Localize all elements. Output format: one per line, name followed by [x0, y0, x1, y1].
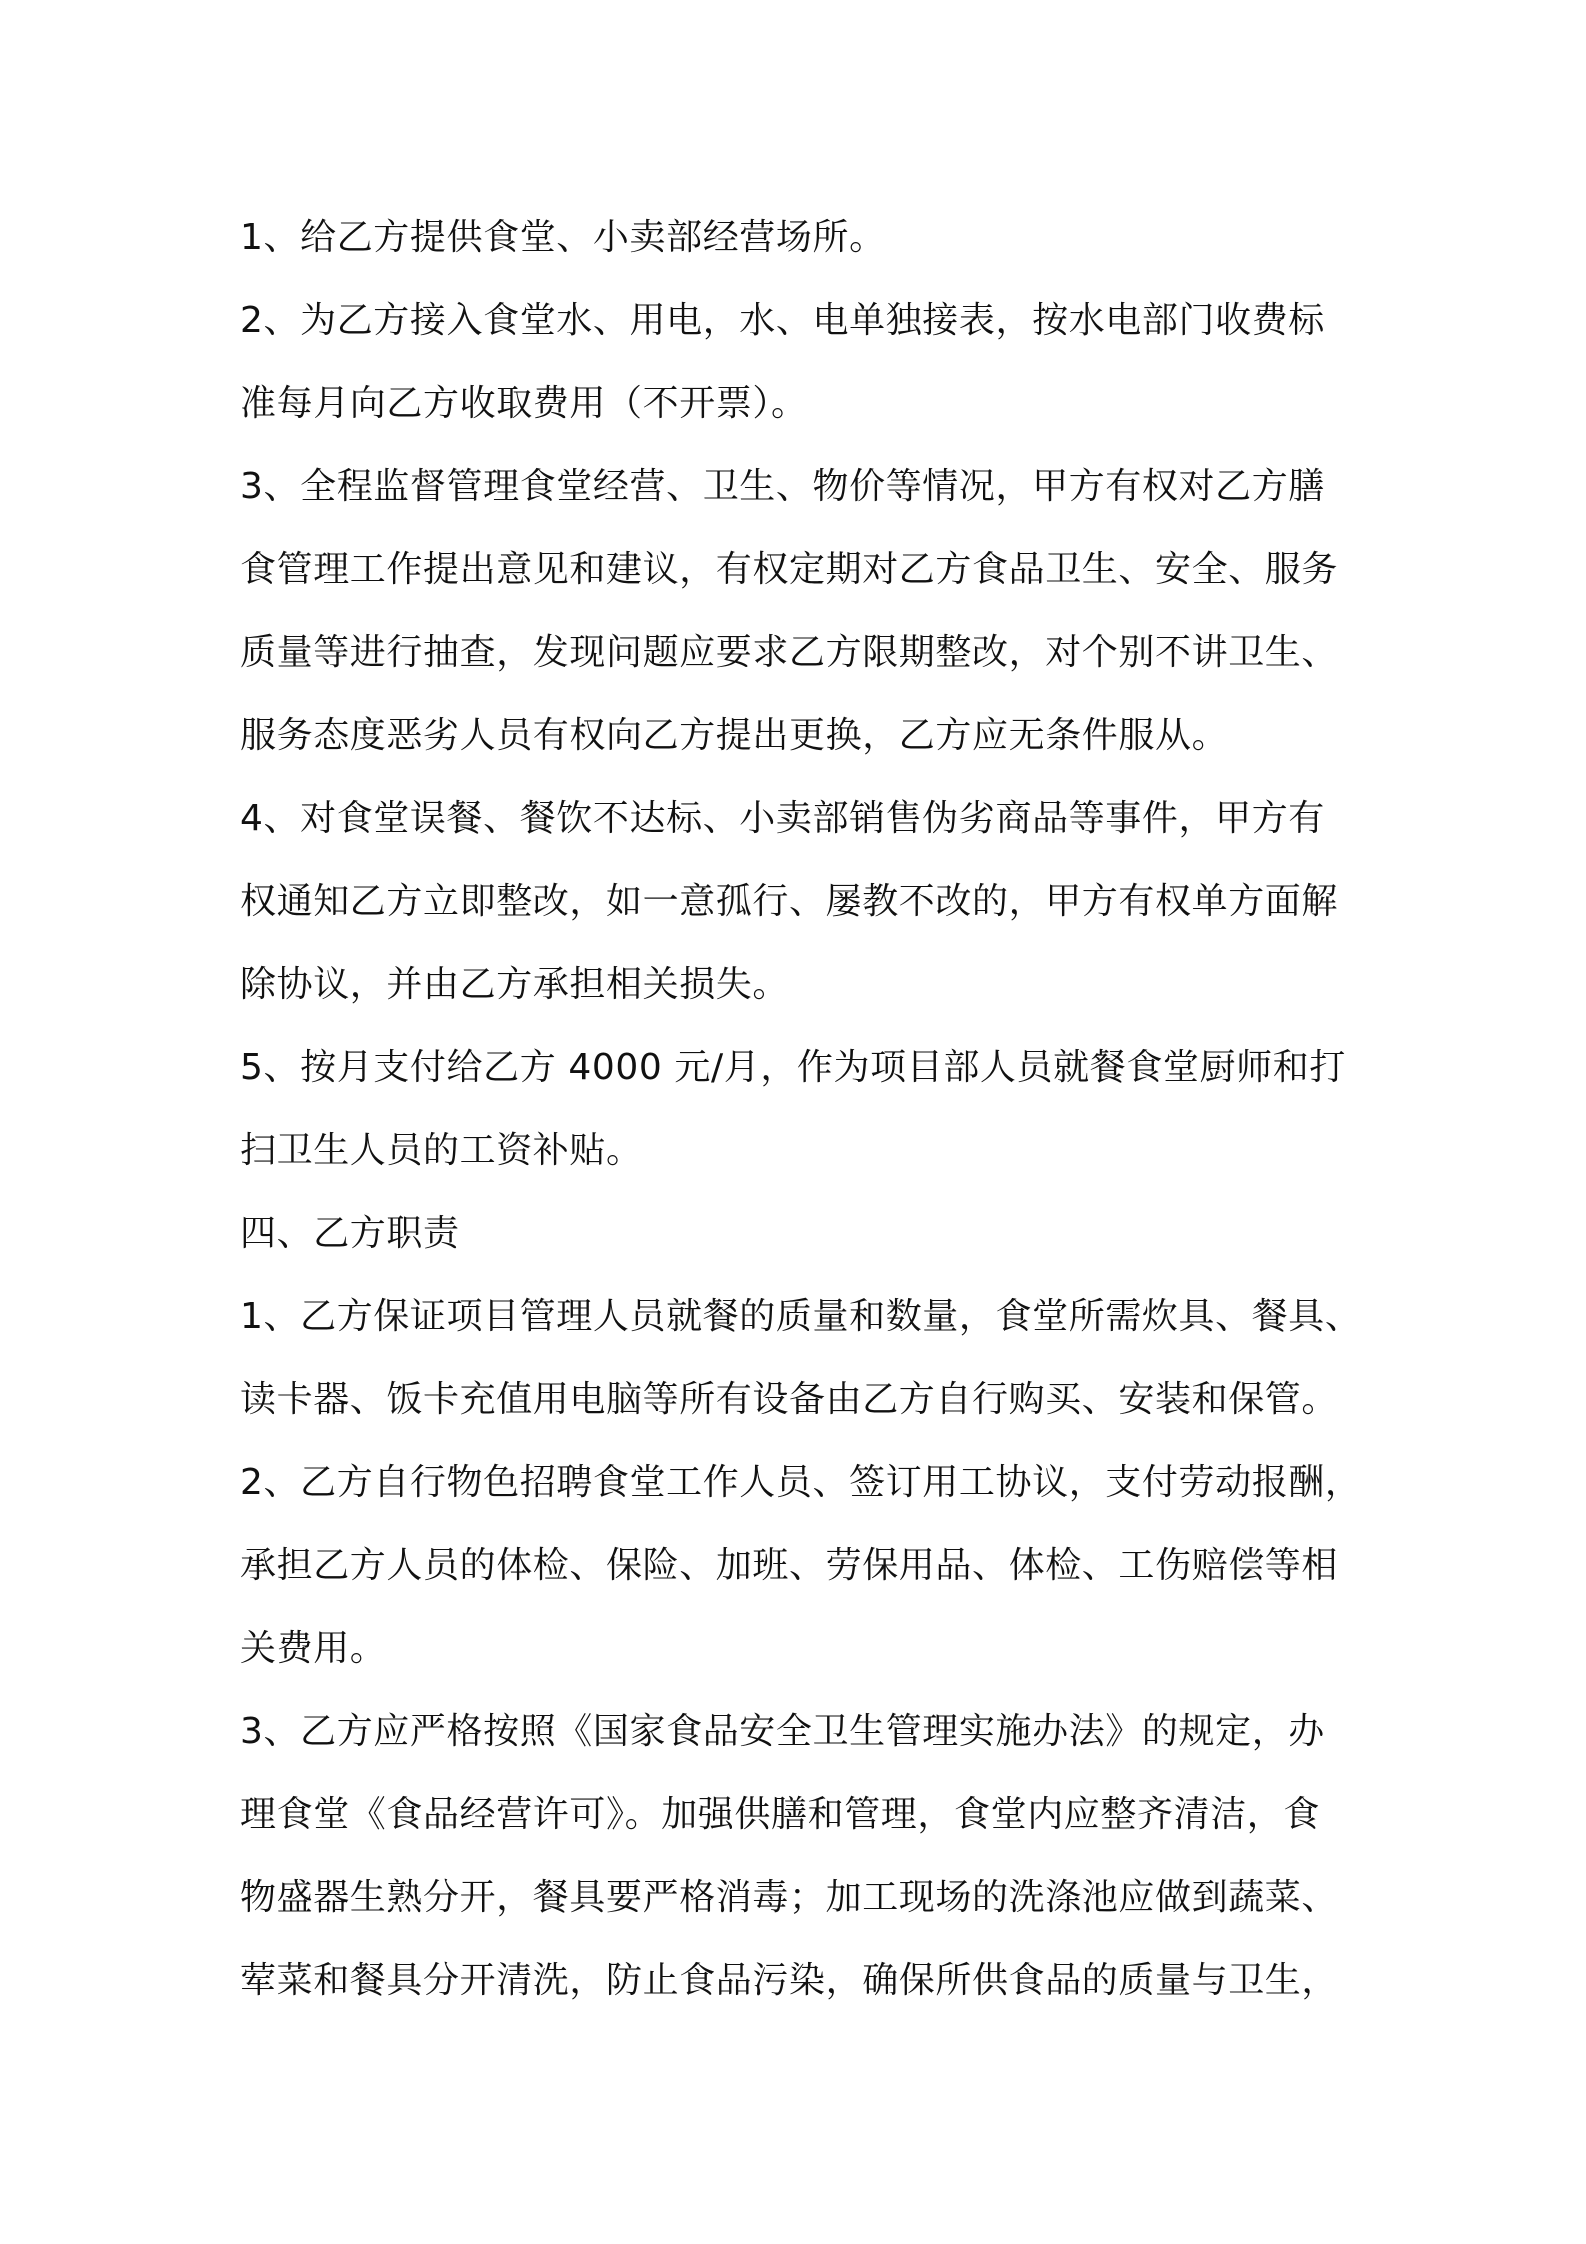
text-line: 物盛器生熟分开，餐具要严格消毒；加工现场的洗涤池应做到蔬菜、 — [240, 1877, 1339, 1918]
text-line: 承担乙方人员的体检、保险、加班、劳保用品、体检、工伤赔偿等相 — [240, 1545, 1339, 1586]
text-line: 2、为乙方接入食堂水、用电，水、电单独接表，按水电部门收费标 — [240, 300, 1325, 341]
document-body — [240, 196, 1370, 2022]
text-line: 2、乙方自行物色招聘食堂工作人员、签订用工协议，支付劳动报酬， — [240, 1462, 1362, 1503]
text-line: 荤菜和餐具分开清洗，防止食品污染，确保所供食品的质量与卫生， — [240, 1960, 1339, 2001]
text-line: 准每月向乙方收取费用（不开票）。 — [240, 383, 808, 424]
text-line: 权通知乙方立即整改，如一意孤行、屡教不改的，甲方有权单方面解 — [240, 881, 1339, 922]
text-line: 1、乙方保证项目管理人员就餐的质量和数量，食堂所需炊具、餐具、 — [240, 1296, 1362, 1337]
text-line: 理食堂《食品经营许可》。加强供膳和管理，食堂内应整齐清洁，食 — [240, 1794, 1321, 1835]
text-line: 关费用。 — [240, 1628, 387, 1669]
text-line: 读卡器、饭卡充值用电脑等所有设备由乙方自行购买、安装和保管。 — [240, 1379, 1339, 1420]
text-line: 食管理工作提出意见和建议，有权定期对乙方食品卫生、安全、服务 — [240, 549, 1339, 590]
text-line: 质量等进行抽查，发现问题应要求乙方限期整改，对个别不讲卫生、 — [240, 632, 1339, 673]
text-line: 3、全程监督管理食堂经营、卫生、物价等情况，甲方有权对乙方膳 — [240, 466, 1325, 507]
text-line: 扫卫生人员的工资补贴。 — [240, 1130, 643, 1171]
text-line: 服务态度恶劣人员有权向乙方提出更换，乙方应无条件服从。 — [240, 715, 1229, 756]
text-line: 3、乙方应严格按照《国家食品安全卫生管理实施办法》的规定，办 — [240, 1711, 1325, 1752]
section-heading: 四、乙方职责 — [240, 1213, 460, 1254]
text-line: 4、对食堂误餐、餐饮不达标、小卖部销售伪劣商品等事件，甲方有 — [240, 798, 1325, 839]
text-line: 除协议，并由乙方承担相关损失。 — [240, 964, 790, 1005]
text-line: 1、给乙方提供食堂、小卖部经营场所。 — [240, 217, 886, 258]
text-line: 5、按月支付给乙方 4000 元/月，作为项目部人员就餐食堂厨师和打 — [240, 1047, 1346, 1088]
